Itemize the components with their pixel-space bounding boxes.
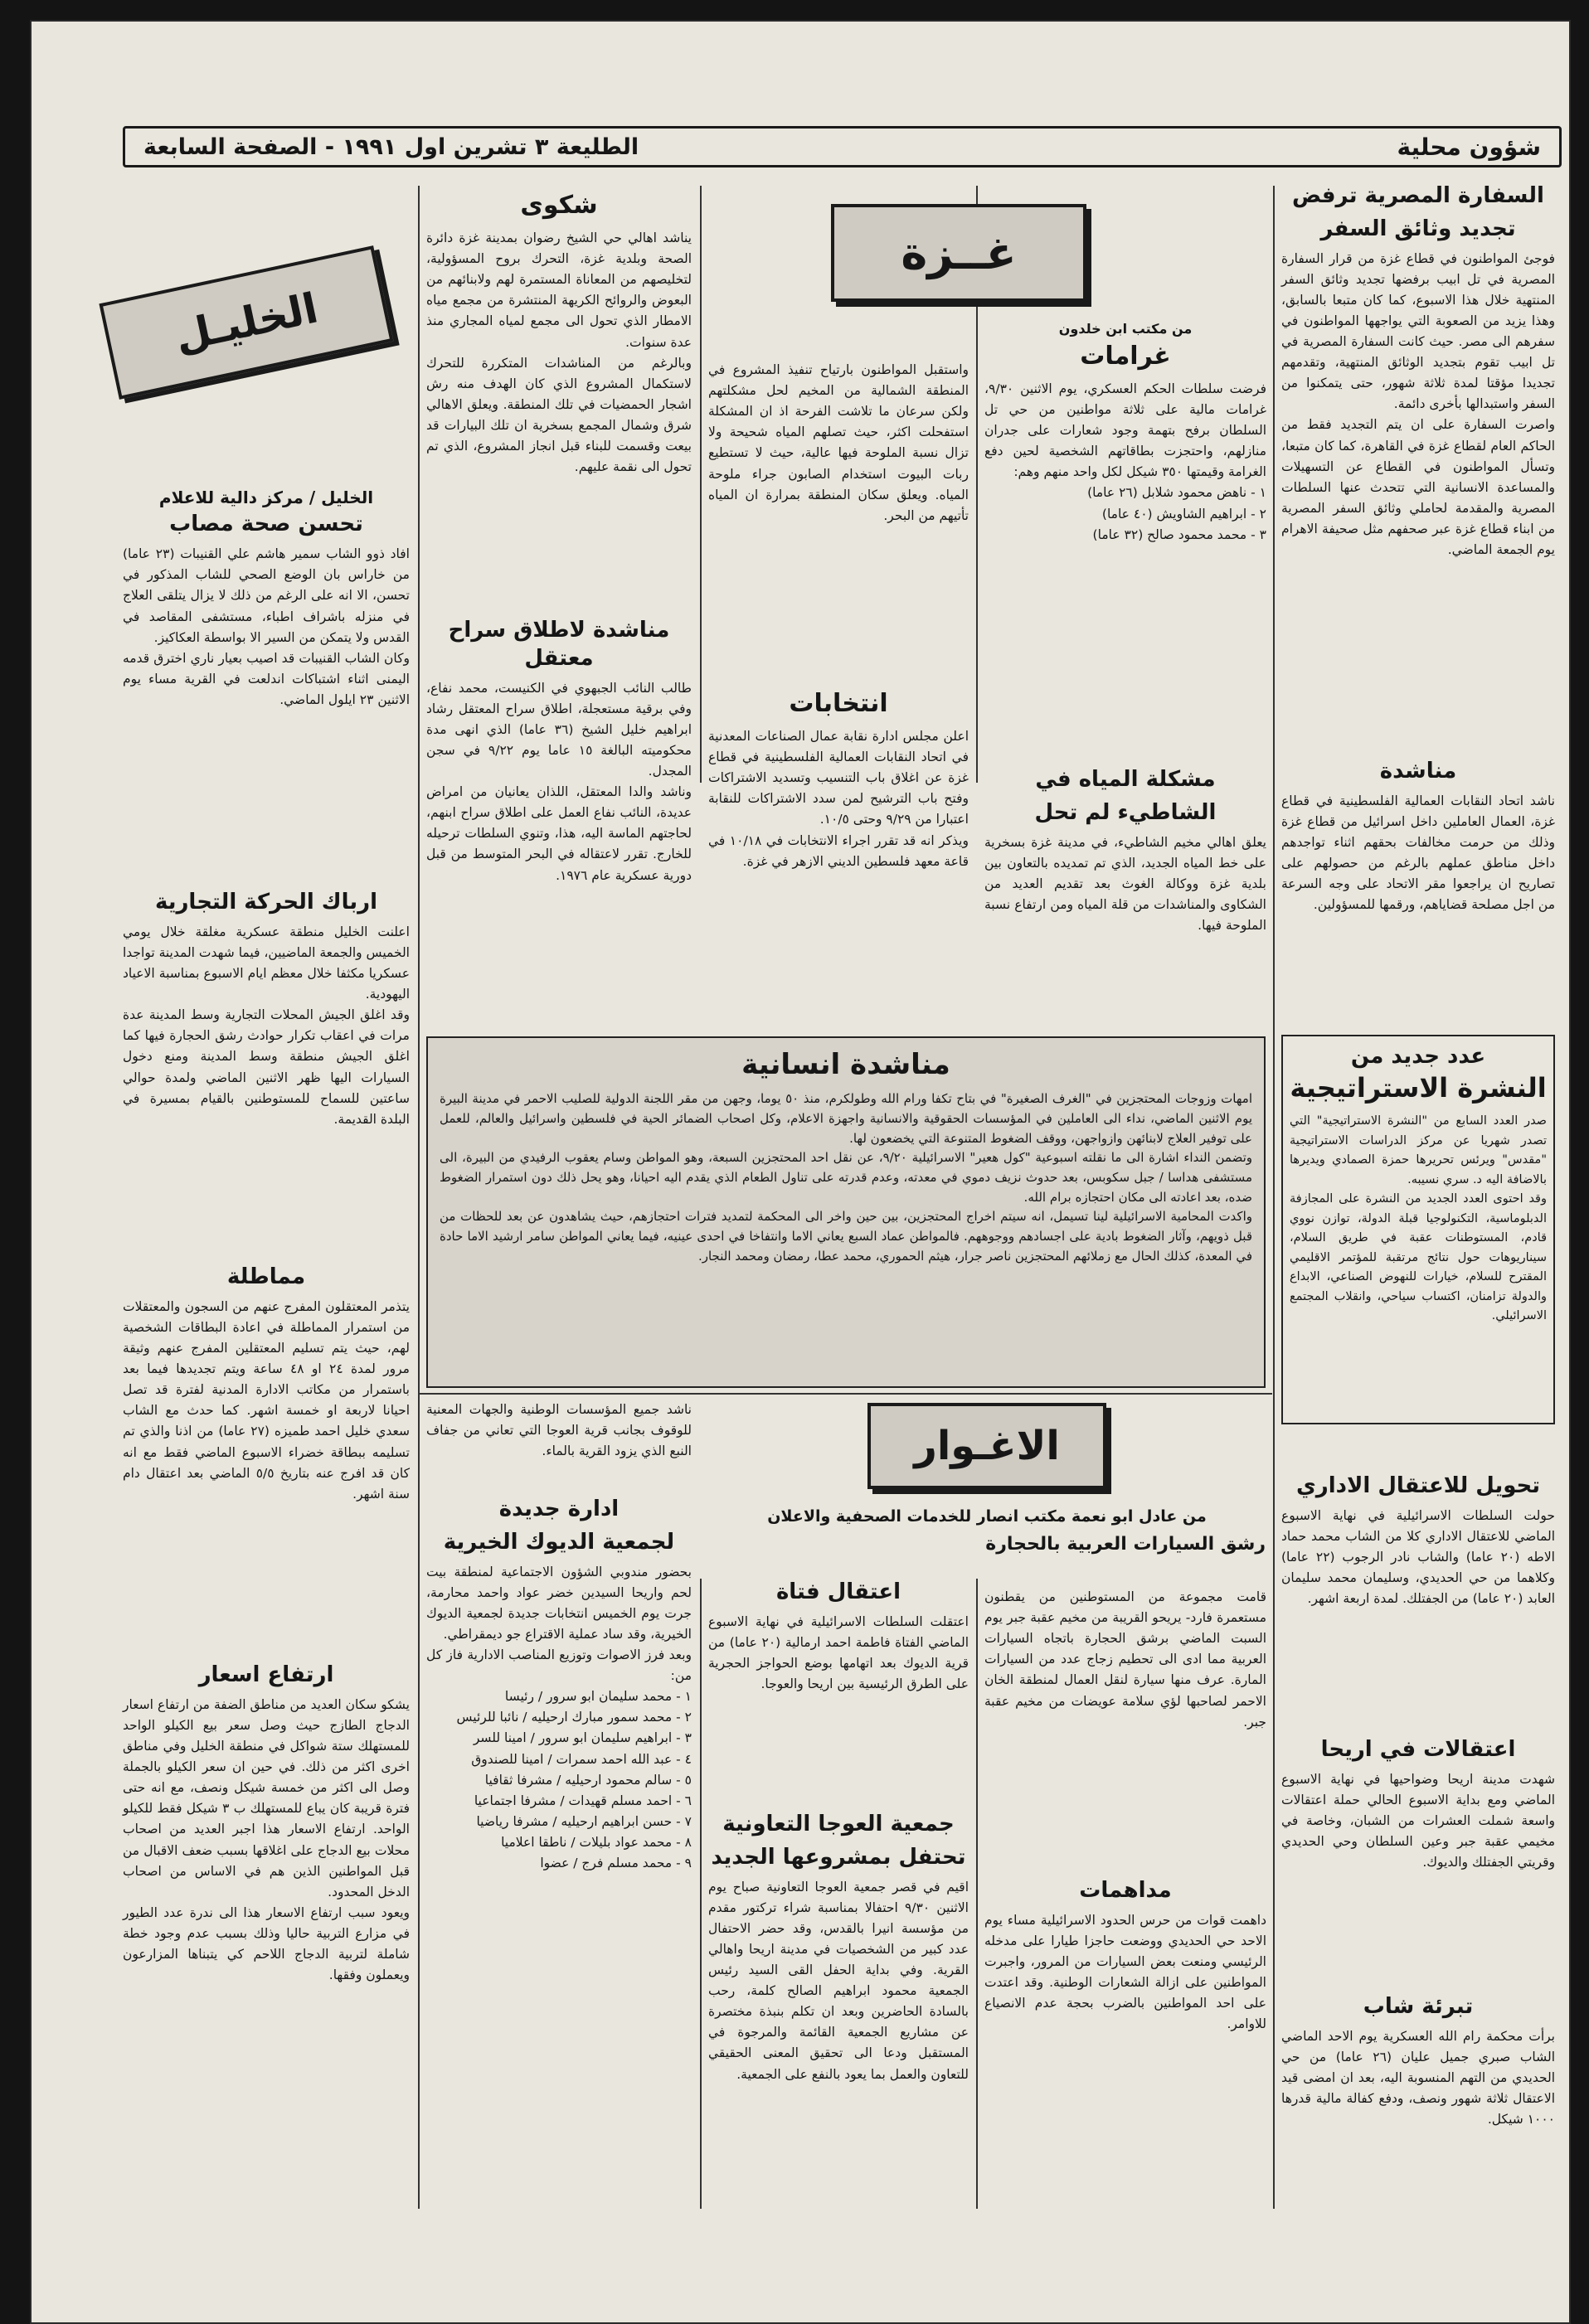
article-body: واصرت السفارة على ان يتم التجديد فقط من الحاكم العام لقطاع غزة في القاهرة، كما كان متبعا، وتسأل المواطنون في القطاع عن التسهيلات والمساعدة الانسانية التي تتحدث عنها السلطات المصرية والمقدمة لحاملي وثائق السفر المصرية من ابناء قطاع غزة عبر صحفهم مثل صحيفة الاهرام يوم الجمعة الماضي. <box>1281 417 1555 558</box>
article-complaint <box>426 189 692 604</box>
article-acquittal <box>1281 1993 1555 2209</box>
article-humanitarian-appeal <box>426 1036 1266 1388</box>
article-duyuk <box>426 1496 692 2209</box>
headline: ادارة جديدة <box>498 1497 620 1521</box>
article-unions-appeal <box>1281 758 1555 1031</box>
section-tag-label: الاغـوار <box>914 1423 1060 1469</box>
headline: انتخابات <box>789 689 888 718</box>
article-body: وكان الشاب القنيبات قد اصيب بعيار ناري اخترق قدمه اليمنى اثناء اشتباكات اندلعت في القرية مساء يوم الاثنين ٢٣ ايلول الماضي. <box>123 650 410 707</box>
article-body: واكدت المحامية الاسرائيلية لينا تسيمل، انه سيتم اخراج المحتجزين، بين حين واخر الى المحكمة لتمديد فترات احتجازهم، حيث يشاهدون عن بعد للحظات من قبل ذويهم، وآثار الضغوط بادية على اجسادهم ووجوههم. فالمواطن عماد السبع يعاني الاما وانتفاخا في احدى عينيه، فيما يعاني المواطن سامر ارشيد الاما حادة في المعدة، كذلك الحال مع زملائهم المحتجزين ناصر جرار، هيثم الحموري، محمد عطا، رمضان ومحمد النجار. <box>440 1209 1252 1264</box>
headline: اعتقالات في اريحا <box>1320 1737 1516 1762</box>
article-body: اعلنت الخليل منطقة عسكرية مغلقة خلال يومي الخميس والجمعة الماضيين، فيما شهدت المدينة تواجدا عسكريا مكثفا خلال معظم ايام الاسبوع بمناسبة الاعياد اليهودية. <box>122 924 410 1002</box>
name-item: ٨ - محمد عواد بليلات / ناطقا اعلاميا <box>501 1835 692 1851</box>
section-tag-label: غــزة <box>901 226 1017 279</box>
headline: مماطلة <box>226 1264 306 1289</box>
article-body: حولت السلطات الاسرائيلية في نهاية الاسبوع الماضي للاعتقال الاداري كلا من الشاب محمد حماد الاطه (٢٠ عاما) والشاب نادر الرجوب (٢٢ عاما) وكلاهما من حي الحديدي، وسليمان محمد سليمان العابد (٢٠ عاما) من الجفتلك. لمدة اربعة اشهر. <box>1281 1507 1555 1607</box>
article-body: يعلق اهالي مخيم الشاطيء، في مدينة غزة بسخرية على خط المياه الجديد، الذي تم تمديده بالتعاون بين بلدية غزة ووكالة الغوث بعد تقديم العديد من الشكاوى والمناشدات من قلة المياه ومن ارتفاع نسبة الملوحة فيها. <box>984 834 1266 934</box>
headline: جمعية العوجا التعاونية <box>722 1812 955 1836</box>
article-embassy <box>1281 182 1555 763</box>
section-title: شؤون محلية <box>1397 133 1541 161</box>
name-item: ٤ - عبد الله احمد سمرات / امينا للصندوق <box>471 1751 692 1767</box>
article-raids <box>984 1877 1266 2209</box>
name-item: ٩ - محمد مسلم فرج / عضوا <box>540 1856 692 1871</box>
section-tag-khalil <box>99 245 393 400</box>
article-body: يناشد اهالي حي الشيخ رضوان بمدينة غزة دائرة الصحة وبلدية غزة، التحرك بروح المسؤولية، لتخليصهم من المعاناة المستمرة لهم ولابنائهم من البعوض والروائح الكريهة المنتشرة من مجمع مياه الامطار الذي تحول الى مجمع لمياه المجاري منذ عدة سنوات. <box>426 230 692 350</box>
article-release-appeal <box>426 617 692 1031</box>
newspaper-page <box>30 20 1571 2324</box>
page-header <box>123 126 1562 167</box>
article-body: امهات وزوجات المحتجزين في "الغرف الصغيرة" في بتاح تكفا ورام الله وطولكرم، منذ ٥٠ يوما، وجهن من مقر اللجنة الدولية للصليب الاحمر في مدينة البيرة يوم الاثنين الماضي، نداء الى العاملين في المؤسسات الحقوقية والانسانية واجهزة الاعلام، وكل اصحاب الضمائر الحية في فلسطين واسرائيل والعالم، للعمل على توفير العلاج لابنائهن وازواجهن، ووقف الضغوط المتنوعة التي يخضعون لها. <box>440 1091 1252 1146</box>
article-prices <box>123 1662 410 2209</box>
headline: مناشدة <box>1379 759 1457 784</box>
article-delay <box>123 1264 410 1653</box>
article-body: ناشد اتحاد النقابات العمالية الفلسطينية في قطاع غزة، العمال العاملين داخل اسرائيل من قطاع غزة وذلك من حرمت مخالفات بحقهم اثناء تواجدهم داخل مناطق عملهم بالرغم من حصولهم على تصاريح ان يراجعوا مقر الاتحاد على وجه السرعة من اجل مصلحة قضاياهم، ورقمها للمسؤولين. <box>1281 793 1555 913</box>
article-body: ناشد جميع المؤسسات الوطنية والجهات المعنية للوقوف بجانب قرية العوجا التي تعاني من جفاف النبع الذي يزود القرية بالماء. <box>426 1402 692 1459</box>
name-item: ٣ - محمد محمود صالح (٣٢ عاما) <box>1092 526 1266 542</box>
article-body: يشكو سكان العديد من مناطق الضفة من ارتفاع اسعار الدجاج الطازج حيث وصل سعر بيع الكيلو الواحد للمستهلك ستة شواكل في منطقة الخليل وفي مناطق اخرى اكثر من ذلك. في حين ان سعر الكيلو بالجملة وصل الى اكثر من خمسة شيكل ونصف، مع انه حتى فترة قريبة كان يباع للمستهلك ب ٣ شيكل فقط للكيلو الواحد. ارتفاع الاسعار هذا اجبر العديد من اصحاب محلات بيع الدجاج على اغلاقها بسبب ضعف الاقبال من قبل المواطنين الذين هم في الاساس من اصحاب الدخل المحدود. <box>123 1696 410 1899</box>
headline: مداهمات <box>1079 1878 1172 1903</box>
headline: مشكلة المياه في <box>1035 767 1216 792</box>
headline: غرامات <box>1080 341 1171 371</box>
article-girl-arrest <box>708 1579 969 1819</box>
headline: ارباك الحركة التجارية <box>154 890 378 915</box>
headline: تبرئة شاب <box>1363 1994 1474 2019</box>
name-item: ٦ - احمد مسلم قهيدات / مشرفا اجتماعيا <box>474 1793 692 1808</box>
headline-2: تجديد وثائق السفر <box>1320 216 1516 241</box>
article-body: واستقبل المواطنون بارتياح تنفيذ المشروع في المنطقة الشمالية من المخيم لحل مشكلتهم ولكن سرعان ما تلاشت الفرحة اذ ان المشكلة استفحلت اكثر، حيث تصلهم المياه شحيحة ولا تزال نسبة الملوحة فيها عالية، حيث لا تستطيع ربات البيوت استخدام الصابون جراء ملوحة المياه. ويعلق سكان المنطقة بمرارة ان المياه تأتيهم من البحر. <box>708 362 969 523</box>
aghwar-byline <box>708 1504 1266 1570</box>
section-rule <box>420 1393 1272 1395</box>
article-body: برأت محكمة رام الله العسكرية يوم الاحد الماضي الشاب صبري جميل عليان (٢٦ عاما) من حي الحديدي من التهم المنسوبة اليه، بعد ان امضى قيد الاعتقال ثلاثة شهور ونصف، ودفع كفالة مالية قدرها ١٠٠٠ شيكل. <box>1281 2028 1555 2128</box>
headline-2: النشرة الاستراتيجية <box>1290 1071 1547 1104</box>
headline: السفارة المصرية ترفض <box>1292 183 1544 208</box>
article-jericho-arrests <box>1281 1736 1555 1985</box>
article-body: صدر العدد السابع من "النشرة الاستراتيجية" التي تصدر شهريا عن مركز الدراسات الاستراتيجية "مقدس" ويرئس تحريرها حمزة الصمادي ويديرها بالاضافة اليه د. سري نسيبه. <box>1290 1114 1547 1186</box>
article-body: وبالرغم من المناشدات المتكررة للتحرك لاستكمال المشروع الذي كان الهدف منه رش اشجار الحمضيات في تلك المنطقة. ويعلق الاهالي شرق وشمال المجمع بسخرية ان تلك البيارات قد بيعت وقسمت للبناء قبل انجاز المشروع، الذي تم تحول الى نقمة عليهم. <box>426 355 692 475</box>
name-item: ٢ - محمد سمور مبارك ارحيليه / نائبا للرئيس <box>456 1710 692 1725</box>
column-rule <box>700 1579 702 2209</box>
byline: من مكتب ابن خلدون <box>1058 321 1193 337</box>
article-elections <box>708 687 969 1019</box>
byline: من عادل ابو نعمة مكتب انصار للخدمات الصحفية والاعلان <box>767 1507 1207 1526</box>
name-item: ٧ - حسن ابراهيم ارحيليه / مشرفا رياضيا <box>476 1813 692 1829</box>
article-stoning <box>984 1587 1266 1869</box>
headline: مناشدة لاطلاق سراح معتقل <box>448 618 670 671</box>
name-item: ١ - محمد سليمان ابو سرور / رئيسا <box>504 1689 692 1705</box>
article-body: وتضمن النداء اشارة الى ما نقلته اسبوعية "كول هعير" الاسرائيلية ٩/٢٠، عن نقل احد المحتجزين السبعة، وهو المواطن وسام يعقوب الرفيدي من البيرة، الى مستشفى هداسا / جبل سكوبس، بعد حدوث نزيف دموي في معدته، وعدم قدرته على تناول الطعام الذي يقدم اليه احيانا، وهو يحل ذلك دون استمرار الضغوط ضده، بعد اعادته الى مكان احتجازه برام الله. <box>440 1150 1252 1205</box>
article-body: داهمت قوات من حرس الحدود الاسرائيلية مساء يوم الاحد حي الحديدي ووضعت حاجزا طيارا على مدخله الرئيسي ومنعت بعض السيارات من المرور، واجبرت المواطنين على ازالة الشعارات الوطنية. وقد اعتدت على احد المواطنين بالضرب بحجة عدم الانصياع للاوامر. <box>984 1912 1266 2032</box>
section-tag-aghwar <box>867 1403 1106 1489</box>
article-khalil-health <box>123 484 410 890</box>
article-body: شهدت مدينة اريحا وضواحيها في نهاية الاسبوع الماضي ومع بداية الاسبوع الحالي حملة اعتقالات واسعة شملت العشرات من الشبان، وخاصة في مخيمي عقبة جبر وعين السلطان وحي الحديدي وقريتي الجفتلك والديوك. <box>1281 1771 1555 1870</box>
name-item: ١ - ناهض محمود شلابل (٢٦ عاما) <box>1087 485 1266 501</box>
name-item: ٥ - سالم محمود ارحيليه / مشرفا ثقافيا <box>484 1772 692 1788</box>
article-body: وناشد والدا المعتقل، اللذان يعانيان من امراض عديدة، النائب نفاع العمل على اطلاق سراح ابنهم، لحاجتهم الماسة اليه، هذا، وتنوي السلطات ترحيله للخارج. تقرر لاعتقاله في البحر المتوسط من قبل دورية عسكرية عام ١٩٧٦. <box>426 784 692 883</box>
article-body: اقيم في قصر جمعية العوجا التعاونية صباح يوم الاثنين ٩/٣٠ احتفالا بمناسبة شراء تركتور مقدم من مؤسسة انيرا بالقدس، وقد حضر الاحتفال عدد كبير من الشخصيات في مدينة اريحا واهالي القرية. وفي بداية الحفل القى السيد رئيس الجمعية محمود ابراهيم الصالح كلمة، رحب بالسادة الحاضرين وبعد ان تكلم بنبذة مختصرة عن مشاريع الجمعية القائمة والمرجوة في المستقبل ودعا الى تحقيق المعنى الحقيقي للتعاون والعمل بما يعود بالنفع على الجمعية. <box>708 1879 969 2082</box>
headline-2: تحتفل بمشروعها الجديد <box>711 1844 966 1870</box>
column-rule <box>418 186 420 2209</box>
article-shati-relief <box>708 360 969 609</box>
section-tag-label: الخليـل <box>170 284 323 361</box>
article-body: ويذكر انه قد تقرر اجراء الانتخابات في ١٠/١٨ في قاعة معهد فلسطين الديني الازهر في غزة. <box>708 832 969 869</box>
name-item: ٣ - ابراهيم سليمان ابو سرور / امينا للسر <box>473 1730 692 1746</box>
article-strategic-bulletin <box>1281 1035 1555 1424</box>
article-body: فرضت سلطات الحكم العسكري، يوم الاثنين ٩/٣٠، غرامات مالية على ثلاثة مواطنين من حي تل السلطان برفح بتهمة وجود شعارات على جدران منازلهم، واحتجزت بطاقاتهم الشخصية لحين دفع الغرامة وقيمتها ٣٥٠ شيكل لكل واحد منهم وهم: <box>984 381 1266 480</box>
section-tag-gaza <box>831 204 1086 302</box>
article-body: وقد احتوى العدد الجديد من النشرة على المجازفة الدبلوماسية، التكنولوجيا قبلة الدولة، توازن نووي قادم، المستوطنات عقبة في طريق السلام، سيناريوهات حول نتائج مرتقبة للمؤتمر الاقليمي المقترح للسلام، خيارات للنهوض الصناعي، الابداع والدولة تزامنان، اكتساب سياحي، وانقلاب المجتمع الاسرائيلي. <box>1290 1192 1547 1323</box>
headline: اعتقال فتاة <box>775 1579 901 1604</box>
headline: رشق السيارات العربية بالحجارة <box>985 1533 1266 1555</box>
article-body: وبعد فرز الاصوات وتوزيع المناصب الادارية فاز كل من: <box>426 1647 692 1684</box>
column-rule <box>1273 186 1275 2209</box>
column-rule <box>976 1579 978 2209</box>
article-body: بحضور مندوبي الشؤون الاجتماعية لمنطقة بيت لحم واريحا السيدين خضر عواد واحمد محارمة، جرت يوم الخميس انتخابات جديدة لجمعية الديوك الخيرية، وقد ساد عملية الاقتراع جو ديمقراطي. <box>426 1564 692 1642</box>
headline-2: لجمعية الديوك الخيرية <box>443 1529 675 1555</box>
article-commerce <box>123 889 410 1254</box>
headline: شكوى <box>520 191 598 220</box>
article-body: يتذمر المعتقلون المفرج عنهم من السجون والمعتقلات من استمرار المماطلة في اعادة البطاقات الشخصية لهم، حيث يتم تسليم المعتقلين المفرج عنهم وثيقة مرور لمدة ٢٤ او ٤٨ ساعة ويتم تجديدها فيما بعد باستمرار من مكاتب الادارة المدنية لفترة قد تصل احيانا لاربعة او خمسة اشهر. كما حدث مع الشاب سعدي خليل احمد طميزه (٢٧ عاما) من اذنا والذي تم تسليمه ببطاقة خضراء الاسبوع الماضي فقط مع انه كان قد افرج عنه بتاريخ ٥/٥ الماضي بعد اعتقال دام سنة اشهر. <box>123 1298 411 1502</box>
column-rule <box>700 186 702 783</box>
name-item: ٢ - ابراهيم الشاويش (٤٠ عاما) <box>1101 506 1266 522</box>
headline: تحويل للاعتقال الاداري <box>1295 1473 1541 1498</box>
article-water <box>984 766 1266 1023</box>
article-body: طالب النائب الجبهوي في الكنيست، محمد نفاع، وفي برقية مستعجلة، اطلاق سراح المعتقل رشاد ابراهيم خليل الشيخ (٣٦ عاما) الذي انهى مدة محكوميته البالغة ١٥ عاما يوم ٩/٢٢ في سجن المجدل. <box>426 680 692 779</box>
article-body: ويعود سبب ارتفاع الاسعار هذا الى ندرة عدد الطيور في مزارع التربية حاليا وذلك بسبب عدم وجود خطة شاملة لتربية الدجاج اللاحم كي يتبناها المزارعون ويعملون وفقها. <box>123 1904 410 1983</box>
article-body: افاد ذوو الشاب سمير هاشم علي القنيبات (٢٣ عاما) من خاراس بان الوضع الصحي للشاب المذكور في تحسن، الا انه على الرغم من ذلك لا يزال يتلقى العلاج في منزله باشراف اطباء، مستشفى المقاصد في القدس ولا يتمكن من السير الا بواسطة العكاكيز. <box>123 546 410 645</box>
headline: ارتفاع اسعار <box>198 1662 334 1687</box>
article-fines <box>984 318 1266 708</box>
issue-info: الطليعة ٣ تشرين اول ١٩٩١ - الصفحة السابعة <box>143 133 639 160</box>
headline: تحسن صحة مصاب <box>169 512 363 537</box>
article-body: فوجئ المواطنون في قطاع غزة من قرار السفارة المصرية في تل ابيب برفضها تجديد وثائق السفر المنتهية خلال هذا الاسبوع، كما كان متبعا بالسابق، وهذا يزيد من الصعوبة التي يواجهها المواطنون في سفرهم الى مصر. حيث كانت السفارة المصرية في تل ابيب تقوم بتجديد الوثائق المنتهية، وتقدمهم تجديدا مؤقتا لمدة ثلاثة شهور، حتى يتمكنوا من السفر واستبدالها بأخرى دائمة. <box>1281 250 1555 412</box>
article-body: قامت مجموعة من المستوطنين من يقطنون مستعمرة فارد- يريحو القريبة من مخيم عقبة جبر يوم السبت الماضي برشق الحجارة باتجاه السيارات العربية مما ادى الى تحطيم زجاج عدد من السيارات المارة. عرف منها سيارة لنقل العمال لمنطقة الخان الاحمر لصاحبها لؤي سلامة عويضات من مخيم عقبة جبر. <box>984 1589 1266 1730</box>
article-admin-detention <box>1281 1473 1555 1713</box>
headline-2: الشاطيء لم تحل <box>1034 799 1217 825</box>
article-body: اعتقلت السلطات الاسرائيلية في نهاية الاسبوع الماضي الفتاة فاطمة احمد ارمالية (٢٠ عاما) من قرية الديوك بعد اتهامها بوضع الحواجز الحجرية على الطرق الرئيسية بين اريحا والعوجا. <box>708 1613 969 1692</box>
article-auja-water-note <box>426 1400 692 1491</box>
article-body: اعلن مجلس ادارة نقابة عمال الصناعات المعدنية في اتحاد النقابات العمالية الفلسطينية في قطاع غزة عن اغلاق باب التنسيب وتسديد الاشتراكات وفتح باب الترشيح لمن سدد الاشتراكات للنقابة اعتبارا من ٩/٢٩ وحتى ١٠/٥. <box>708 729 969 827</box>
article-body: وقد اغلق الجيش المحلات التجارية وسط المدينة عدة مرات في اعقاب تكرار حوادث رشق الحجارة فيها كما اغلق الجيش منطقة وسط المدينة ومنع دخول السيارات اليها ظهر الاثنين الماضي ولمدة حوالي ساعتين للسماح للمستوطنين بالقيام بمسيرة في البلدة القديمة. <box>123 1007 410 1127</box>
source-line: الخليل / مركز دالية للاعلام <box>158 488 374 507</box>
headline: مناشدة انسانية <box>741 1048 950 1081</box>
headline: عدد جديد من <box>1350 1044 1486 1069</box>
article-auja-coop <box>708 1811 969 2209</box>
